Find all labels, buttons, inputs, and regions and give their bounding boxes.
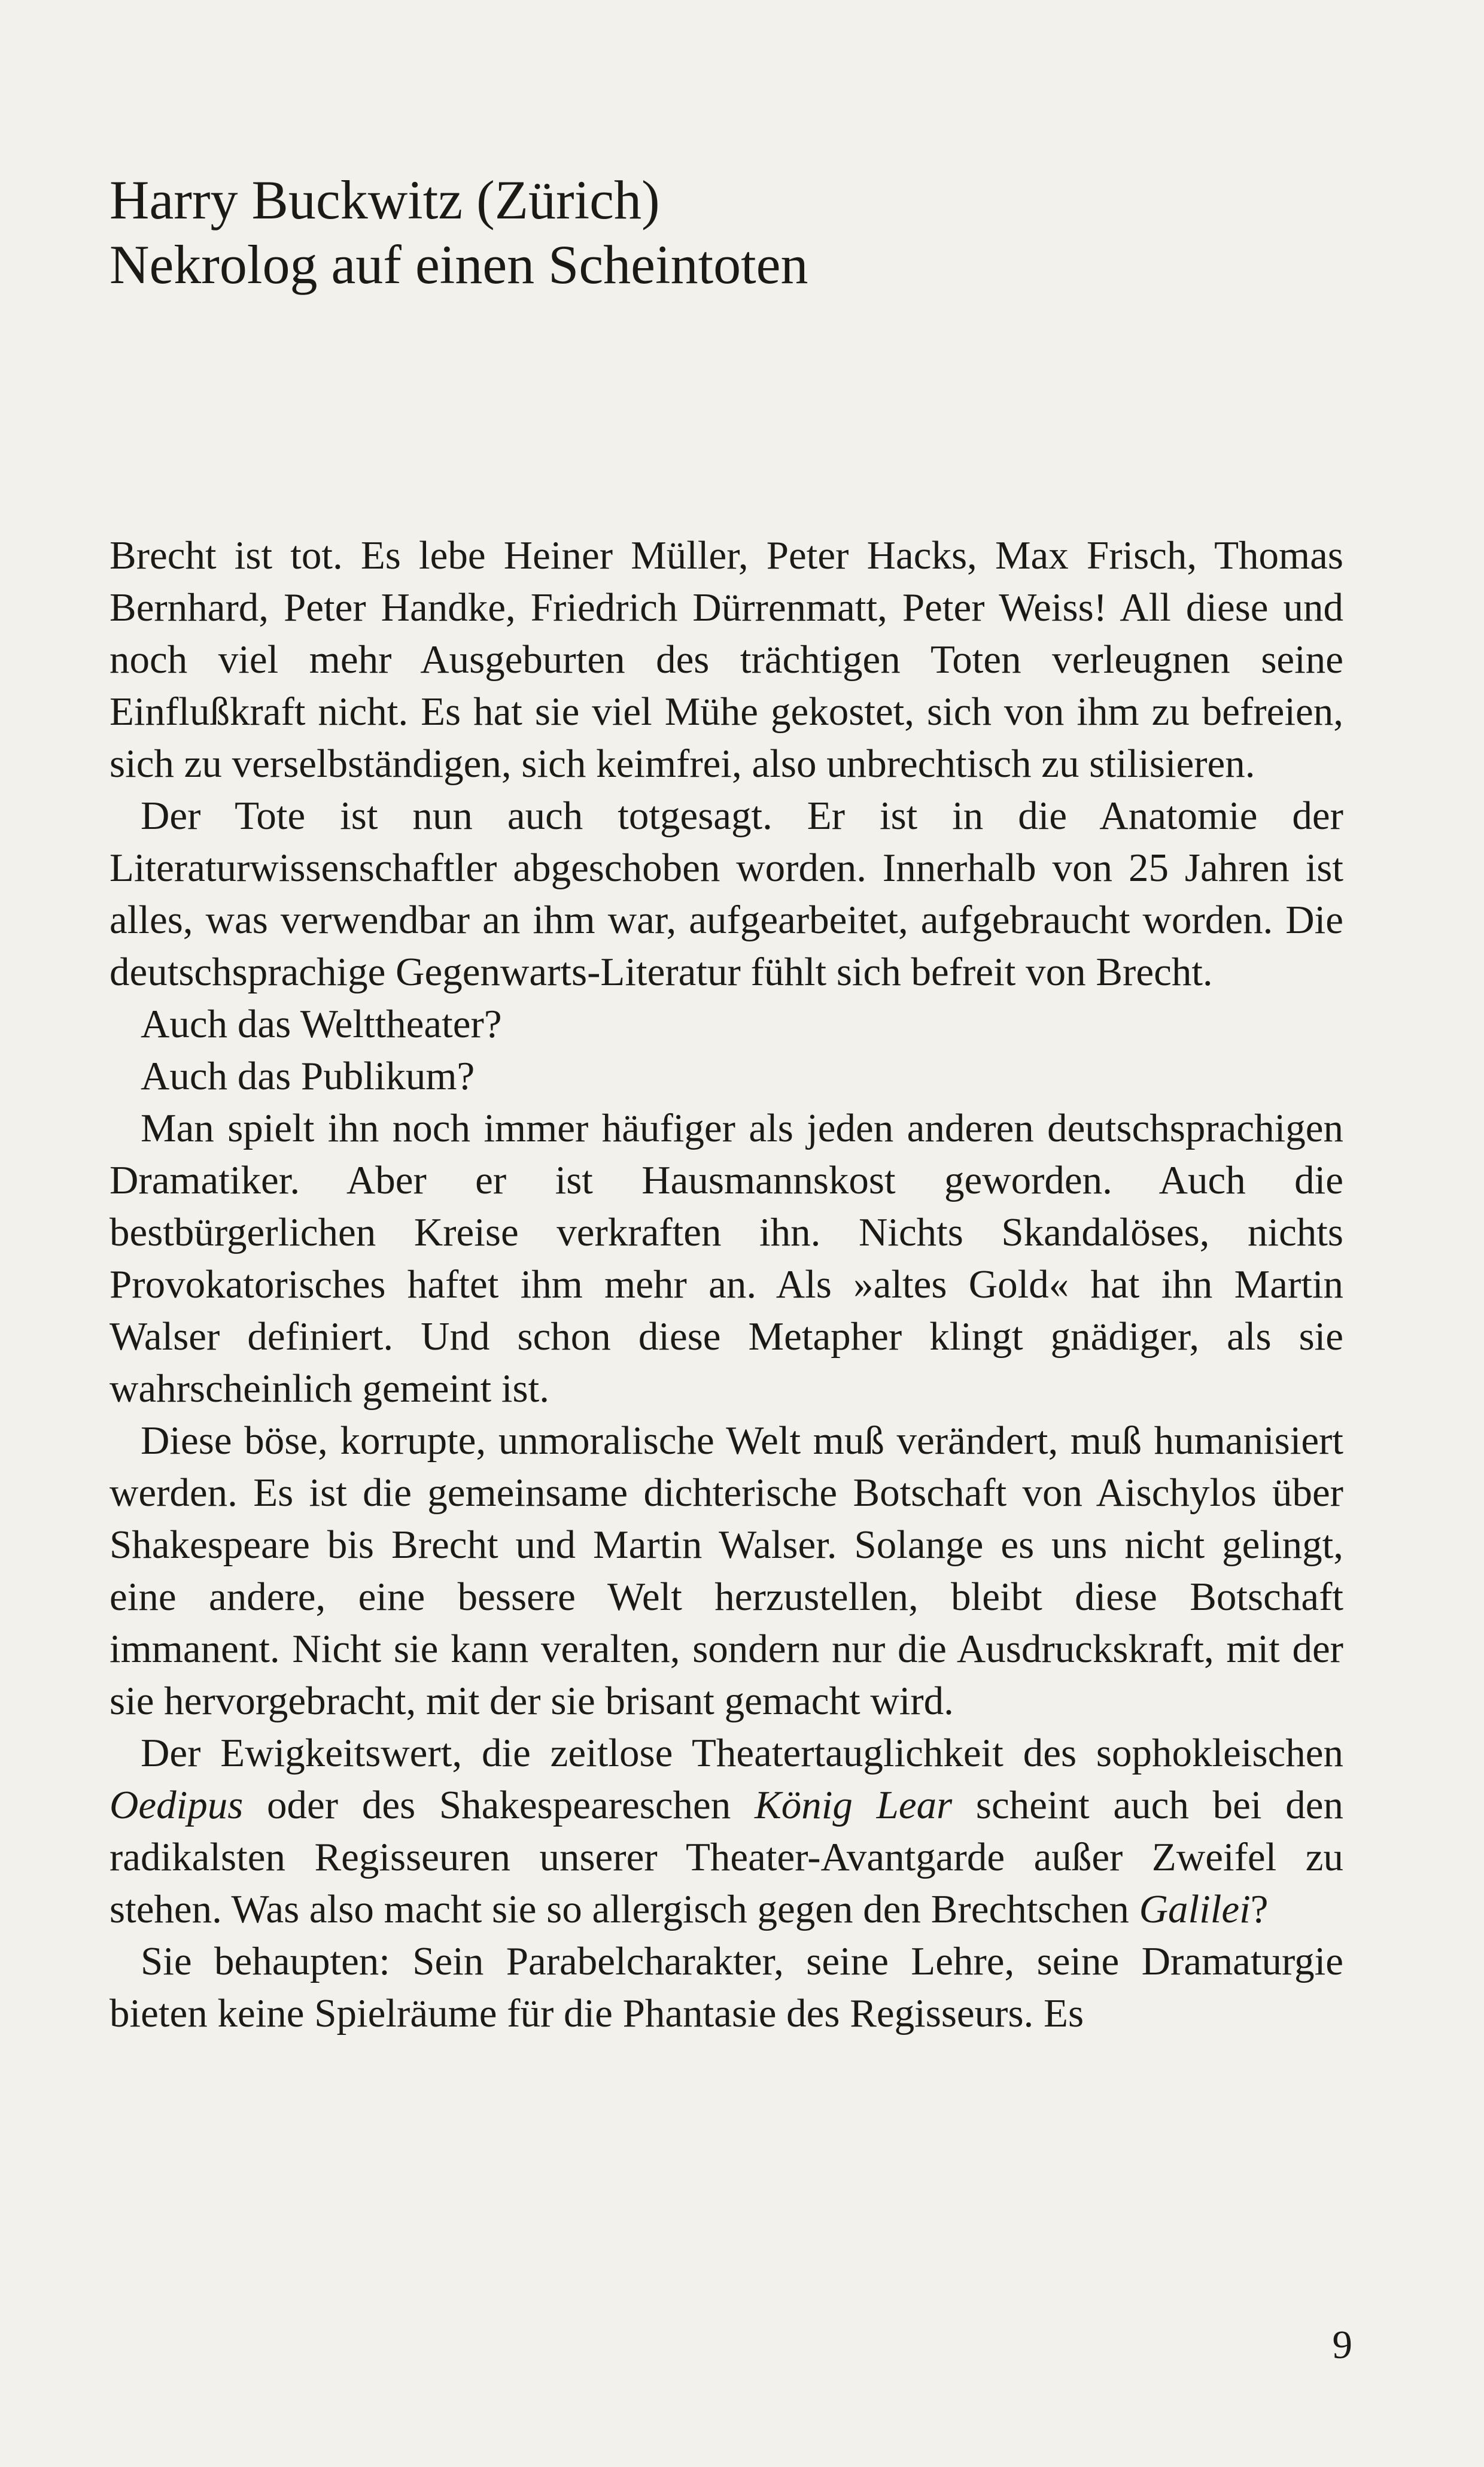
paragraph: Der Tote ist nun auch totgesagt. Er ist in die Anatomie der Literaturwissenschaftler abgeschoben worden. Innerhalb von 25 Jahren ist alles, was verwendbar an ihm war, aufgearbeitet, aufgebraucht worden. Die deutschsprachige Gegenwarts-Literatur fühlt sich befreit von Brecht. — [110, 794, 1343, 994]
paragraph: Diese böse, korrupte, unmoralische Welt muß verändert, muß humanisiert werden. Es ist die gemeinsame dichterische Botschaft von Aischylos über Shakespeare bis Brecht und Martin Walser. Solange es uns nicht gelingt, eine andere, eine bessere Welt herzustellen, bleibt diese Botschaft immanent. Nicht sie kann veralten, sondern nur die Ausdruckskraft, mit der sie hervorgebracht, mit der sie brisant gemacht wird. — [110, 1418, 1343, 1723]
paragraph-segment: oder des Shakespeareschen — [243, 1783, 755, 1827]
author-heading: Harry Buckwitz (Zürich) — [110, 169, 660, 230]
paragraph: Auch das Publikum? — [141, 1054, 475, 1098]
work-title-koenig-lear: König Lear — [755, 1783, 953, 1827]
paragraph: Man spielt ihn noch immer häufiger als jeden anderen deutschsprachigen Dramatiker. Aber er ist Hausmannskost geworden. Auch die bestbürgerlichen Kreise verkraften ihn. Nichts Skandalöses, nichts Provokatorisches haftet ihm mehr an. Als »altes Gold« hat ihn Martin Walser definiert. Und schon diese Metapher klingt gnädiger, als sie wahrscheinlich gemeint ist. — [110, 1106, 1343, 1411]
page-number: 9 — [1332, 2323, 1352, 2367]
paragraph-segment: scheint auch bei den radikalsten Regisseuren unserer Theater-Avantgarde außer Zweifel zu stehen. Was also macht sie so allergisch gegen den Brechtschen — [110, 1783, 1343, 1931]
paragraph-segment: Der Ewigkeitswert, die zeitlose Theatertauglichkeit des sophokleischen — [141, 1731, 1343, 1775]
paragraph: Sie behaupten: Sein Parabelcharakter, seine Lehre, seine Dramaturgie bieten keine Spielräume für die Phantasie des Regisseurs. Es — [110, 1939, 1343, 2035]
work-title-oedipus: Oedipus — [110, 1783, 244, 1827]
chapter-title: Nekrolog auf einen Scheintoten — [110, 234, 808, 295]
paragraph-segment: ? — [1250, 1887, 1269, 1931]
chapter-header — [110, 168, 1366, 297]
work-title-galilei: Galilei — [1139, 1887, 1251, 1931]
paragraph: Brecht ist tot. Es lebe Heiner Müller, Peter Hacks, Max Frisch, Thomas Bernhard, Peter Handke, Friedrich Dürrenmatt, Peter Weiss! All diese und noch viel mehr Ausgeburten des trächtigen Toten verleugnen seine Einflußkraft nicht. Es hat sie viel Mühe gekostet, sich von ihm zu befreien, sich zu verselbständigen, sich keimfrei, also unbrechtisch zu stilisieren. — [110, 533, 1343, 786]
paragraph — [110, 1727, 1343, 1936]
body-text — [110, 530, 1343, 2040]
paragraph: Auch das Welttheater? — [141, 1002, 502, 1046]
